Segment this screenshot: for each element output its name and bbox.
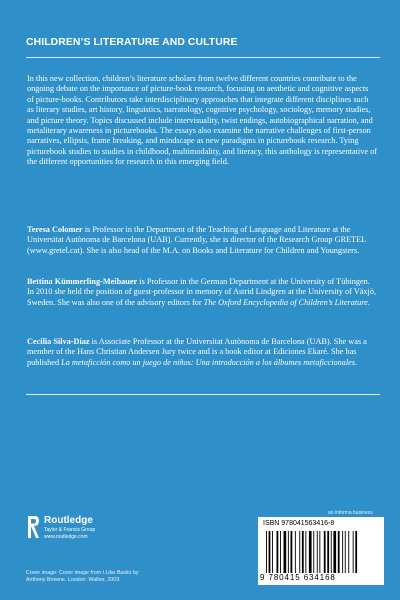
barcode-bar — [348, 531, 349, 573]
bio-bettina-kummerling-meibauer — [27, 277, 377, 308]
barcode-bar — [355, 531, 357, 573]
barcode-bar — [353, 531, 354, 573]
bio-end: . — [367, 297, 370, 307]
publisher-group: Taylor & Francis Group — [44, 527, 96, 533]
credit-prefix: Cover image: Cover image from — [26, 570, 103, 576]
routledge-logo — [26, 514, 136, 554]
credit-suffix: by Anthony Browne. London: Walker, 2003. — [26, 570, 139, 583]
barcode-bar — [333, 531, 336, 573]
credit-book-title: I Like Books — [102, 570, 132, 576]
barcode-bars — [264, 531, 378, 573]
bio-italic-title: La metaficción como un juego de niños: Una introducción a los álbumes metaficcionales — [61, 357, 356, 367]
bottom-rule — [26, 394, 380, 395]
bio-cecilia-silva-diaz — [27, 337, 377, 368]
bio-text: is Professor in the German Department at the University of Tübingen. In 2010 she held the position of guest-professor in memory of Astrid Lindgren at the University of Växjö, Sweden. She was also one of the advisory editors for — [27, 277, 377, 307]
publisher-url: www.routledge.com — [44, 534, 88, 540]
barcode-bar — [324, 531, 326, 573]
barcode-bar — [319, 531, 320, 573]
barcode-bar — [302, 531, 304, 573]
bio-teresa-colomer — [27, 225, 377, 256]
barcode-bar — [280, 531, 281, 573]
publisher-name: Routledge — [44, 515, 93, 526]
barcode-bar — [331, 531, 332, 573]
barcode-bar — [291, 531, 293, 573]
barcode-bar — [269, 531, 271, 573]
barcode-digits: 9 780415 634168 — [260, 573, 336, 582]
barcode-bar — [277, 531, 279, 573]
barcode-bar — [299, 531, 300, 573]
barcode-bar — [272, 531, 273, 573]
barcode-bar — [345, 531, 346, 573]
bio-name: Bettina Kümmerling-Meibauer — [27, 277, 138, 286]
barcode-bar — [295, 531, 296, 573]
bio-name: Cecilia Silva-Díaz — [27, 337, 90, 346]
cover-credit — [26, 570, 146, 583]
barcode-bar — [284, 531, 287, 573]
isbn-label: ISBN 978041563416-8 — [263, 520, 335, 527]
barcode-bar — [342, 531, 343, 573]
routledge-r-icon — [26, 514, 40, 540]
bio-italic-title: The Oxford Encyclopedia of Children’s Literature — [203, 297, 368, 307]
bio-text: is Associate Professor at the Universitat Autònoma de Barcelona (UAB). She was a member of the Hans Christian Andersen Jury twice and is a book editor at Ediciones Ekaré. She has published — [27, 337, 367, 367]
barcode-bar — [317, 531, 318, 573]
top-rule — [26, 57, 380, 58]
informa-tagline: an informa business — [328, 510, 373, 516]
barcode-bar — [266, 531, 267, 573]
series-title: CHILDREN’S LITERATURE AND CULTURE — [26, 37, 238, 48]
barcode-bar — [309, 531, 312, 573]
bio-end: . — [355, 357, 358, 367]
barcode-bar — [288, 531, 289, 573]
bio-name: Teresa Colomer — [27, 225, 83, 234]
barcode-bar — [313, 531, 314, 573]
book-description: In this new collection, children’s literature scholars from twelve different countries contribute to the ongoing debate on the importance of picture-book research, focusing on aesthetic and cognitive aspects of picture-books. Contributors take interdisciplinary approaches that integrate different disciplines such as literary studies, art history, linguistics, narratology, cognitive psychology, sociology, memory studies, and picture theory. Topics discussed include intervisuality, twist endings, autobiographical narration, and metaliterary awareness in picturebooks. The essays also examine the narrative challenges of first-person narratives, ellipsis, frame breaking, and mindscape as new paradigms in picturebook research. Tying picturebook studies to studies in childhood, multimodality, and literacy, this anthology is representative of the different opportunities for research in this emerging field. — [27, 74, 377, 167]
barcode-panel — [258, 517, 384, 585]
bio-text: is Professor in the Department of the Teaching of Language and Literature at the Universitat Autònoma de Barcelona (UAB). Currently, she is director of the Research Group GRETEL (www.gretel.cat). She is also head of the M.A. on Books and Literature for Children and Youngsters. — [27, 225, 366, 255]
barcode-bar — [338, 531, 340, 573]
barcode-bar — [305, 531, 306, 573]
barcode-bar — [327, 531, 329, 573]
